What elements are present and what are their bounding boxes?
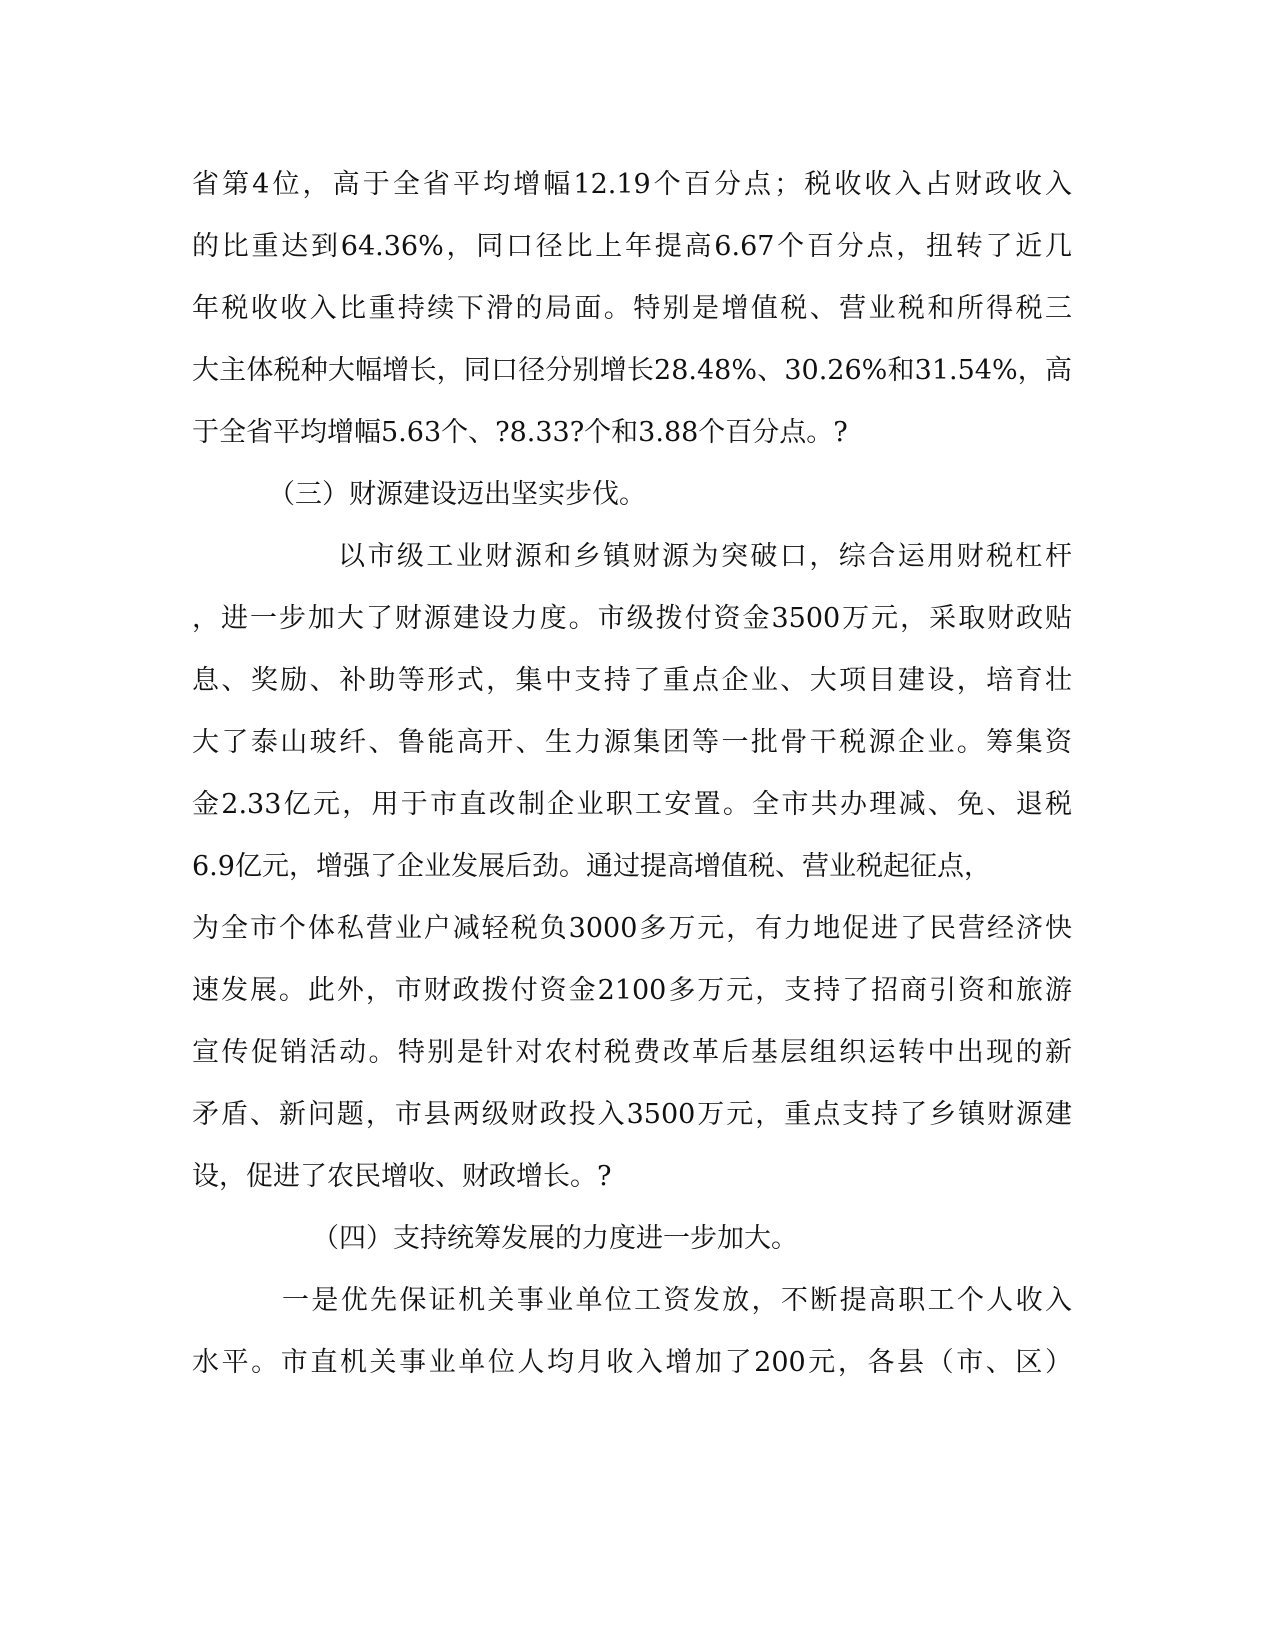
paragraph-line: 大了泰山玻纤、鲁能高开、生力源集团等一批骨干税源企业。筹集资	[192, 727, 1072, 758]
paragraph-line: 金2.33亿元，用于市直改制企业职工安置。全市共办理减、免、退税	[192, 789, 1072, 820]
paragraph-line: 大主体税种大幅增长，同口径分别增长28.48%、30.26%和31.54%，高	[192, 355, 1072, 386]
paragraph-line: 设，促进了农民增收、财政增长。?	[192, 1161, 612, 1192]
paragraph-line: 速发展。此外，市财政拨付资金2100多万元，支持了招商引资和旅游	[192, 975, 1072, 1006]
paragraph-line: 宣传促销活动。特别是针对农村税费改革后基层组织运转中出现的新	[192, 1037, 1072, 1068]
paragraph-line: 一是优先保证机关事业单位工资发放，不断提高职工个人收入	[282, 1285, 1072, 1316]
paragraph-line: 年税收收入比重持续下滑的局面。特别是增值税、营业税和所得税三	[192, 293, 1072, 324]
paragraph-line: 省第4位，高于全省平均增幅12.19个百分点；税收收入占财政收入	[192, 169, 1072, 200]
paragraph-line: 6.9亿元，增强了企业发展后劲。通过提高增值税、营业税起征点，	[192, 851, 991, 882]
section-heading-four: （四）支持统筹发展的力度进一步加大。	[312, 1223, 798, 1254]
paragraph-line: 以市级工业财源和乡镇财源为突破口，综合运用财税杠杆	[338, 541, 1072, 572]
paragraph-line: 矛盾、新问题，市县两级财政投入3500万元，重点支持了乡镇财源建	[192, 1099, 1072, 1130]
paragraph-line: 为全市个体私营业户减轻税负3000多万元，有力地促进了民营经济快	[192, 913, 1072, 944]
paragraph-line: ，进一步加大了财源建设力度。市级拨付资金3500万元，采取财政贴	[192, 603, 1072, 634]
paragraph-line: 的比重达到64.36%，同口径比上年提高6.67个百分点，扭转了近几	[192, 231, 1072, 262]
section-heading-three: （三）财源建设迈出坚实步伐。	[268, 479, 646, 510]
paragraph-line: 息、奖励、补助等形式，集中支持了重点企业、大项目建设，培育壮	[192, 665, 1072, 696]
paragraph-line: 水平。市直机关事业单位人均月收入增加了200元，各县（市、区）	[192, 1347, 1072, 1378]
paragraph-line: 于全省平均增幅5.63个、?8.33?个和3.88个百分点。?	[192, 417, 848, 448]
